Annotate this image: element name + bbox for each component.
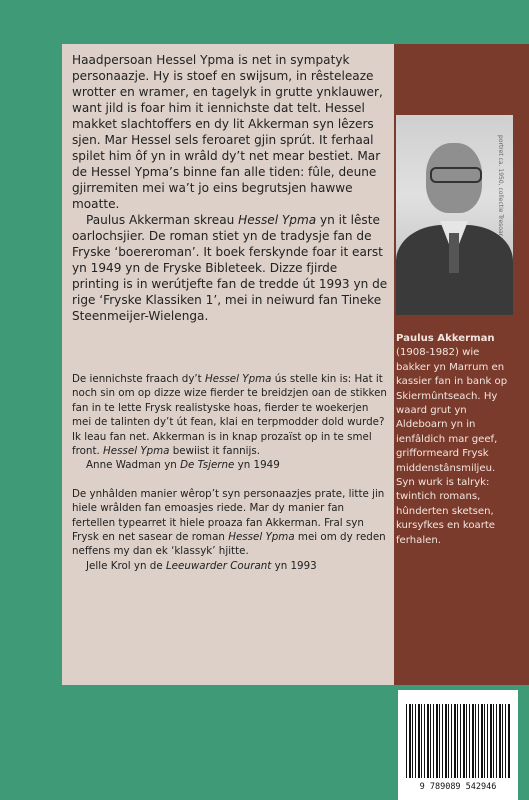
author-bio-text: (1908-1982) wie bakker yn Marrum en kassier fan in bank op Skiermûntseach. Hy waard grut yn Aldeboarn yn in ienfâldich mar geef, grifformeard Frysk middenstânsmiljeu. Syn wurk is talryk: twintich romans, hûnderten sketsen, kursyfkes en koarte ferhalen. — [396, 347, 508, 546]
blurb-paragraph-2 — [72, 212, 388, 324]
source-fragment: yn 1949 — [234, 459, 280, 472]
quote-fragment: ús stelle kin is: Hat it noch sin om op dizze wize fierder te breidzjen oan de stikken fan in te lette Frysk realistyske hoas, fierder te woekerjen mei de talinten dy’t út fean, klai en terpmodder dold wurde? Ik leau fan net. Akkerman is in knap prozaïst op in te smel front. — [72, 373, 387, 458]
author-portrait — [396, 115, 513, 315]
isbn-number: 9 789089 542946 — [419, 782, 497, 792]
source-fragment: Jelle Krol yn de — [86, 559, 166, 572]
quote-2-source — [72, 559, 390, 573]
quote-1-source — [72, 458, 390, 472]
blurb-text — [72, 52, 388, 324]
bottom-green-band — [0, 685, 394, 800]
barcode — [398, 690, 518, 800]
publication-title: De Tsjerne — [180, 459, 235, 472]
publication-title: Leeuwarder Courant — [165, 559, 272, 572]
review-quotes — [72, 372, 390, 573]
barcode-bars — [406, 704, 510, 778]
quote-fragment: De ynhâlden manier wêrop’t syn personaazjes prate, litte jin hiele wrâlden fan emoasjes riede. Mar dy manier fan fertellen typearret it hiele proaza fan Akkerman. Fral syn Frysk en net sasear de roman — [72, 487, 385, 544]
blurb-text-fragment: Paulus Akkerman skreau — [86, 213, 239, 227]
top-green-band — [0, 0, 529, 44]
portrait-tie — [449, 233, 459, 273]
quote-fragment: De iennichste fraach dy’t — [72, 373, 205, 385]
quote-fragment: mei om dy reden neffens my dan ek ‘klassyk’ hjitte. — [72, 531, 386, 558]
photo-credit: portret ca. 1950, collectie Tresoar — [497, 135, 504, 237]
book-title: Hessel Ypma — [103, 445, 170, 458]
blurb-paragraph-1: Haadpersoan Hessel Ypma is net in sympatyk personaazje. Hy is stoef en swijsum, in rêsteleaze wrotter en wramer, en tagelyk in grutte ynklauwer, want jild is foar him it iennichste dat telt. Hessel makket slachtoffers en dy lit Akkerman syn lêzers sjen. Mar Hessel sels feroaret gjin sprút. It ferhaal spilet him ôf yn in wrâld dy’t net mear bestiet. Mar de Hessel Ypma’s binne fan alle tiden: fûle, deune gjirremiten mei wa’t jo eins begrutsjen hawwe moatte. — [72, 53, 383, 211]
source-fragment: Anne Wadman yn — [86, 459, 181, 472]
portrait-glasses — [430, 167, 482, 183]
author-name: Paulus Akkerman — [396, 333, 495, 344]
blurb-text-fragment: yn it lêste oarlochsjier. De roman stiet yn de tradysje fan de Fryske ‘boereroman’. It boek ferskynde foar it earst yn 1949 yn de Fryske Bibleteek. Dizze fjirde printing is in werútjefte fan de tredde út 1993 yn de rige ‘Fryske Klassiken 1’, mei in neiwurd fan Tineke Steenmeijer-Wielenga. — [72, 213, 388, 323]
quote-fragment: bewiist it fannijs. — [169, 445, 260, 458]
book-title: Hessel Ypma — [238, 213, 317, 227]
quote-2 — [72, 487, 390, 559]
source-fragment: yn 1993 — [271, 559, 317, 572]
author-bio — [396, 332, 516, 548]
book-title: Hessel Ypma — [205, 373, 272, 385]
book-title: Hessel Ypma — [228, 531, 295, 544]
quote-1 — [72, 372, 390, 458]
